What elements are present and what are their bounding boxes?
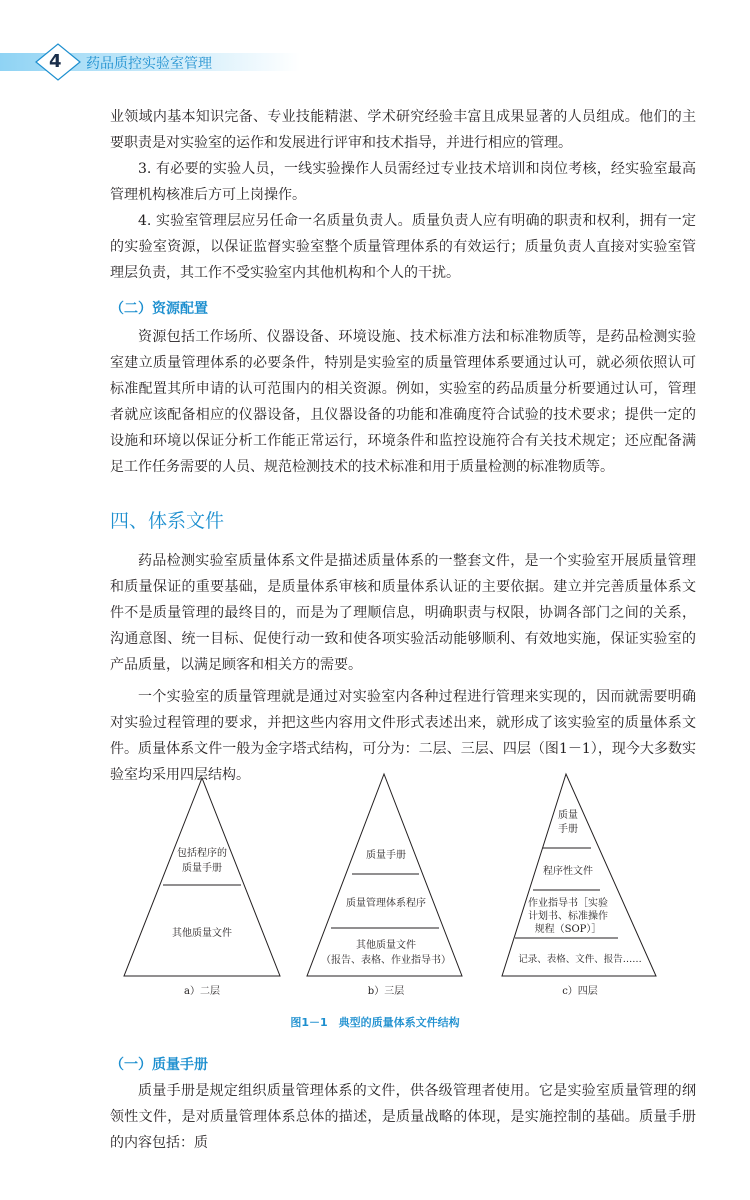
three-layer-label: b）三层 — [367, 986, 405, 997]
pyramid-four-layer — [502, 774, 656, 997]
three-layer-middle: 质量管理体系程序 — [346, 898, 426, 909]
four-layer-top-line2: 手册 — [558, 824, 578, 835]
four-layer-bottom: 记录、表格、文件、报告…… — [518, 954, 642, 965]
paragraph-7: 质量手册是规定组织质量管理体系的文件，供各级管理者使用。它是实验室质量管理的纲领性文件，是对质量管理体系总体的描述，是质量战略的体现，是实施控制的基础。质量手册的内容包括：质 — [110, 1083, 696, 1151]
four-layer-third-line2: 计划书、标准操作 — [528, 911, 608, 922]
subheading-resources: （二）资源配置 — [110, 301, 208, 317]
page-number: 4 — [49, 51, 62, 72]
subheading-quality-manual: （一）质量手册 — [110, 1057, 208, 1073]
pyramid-figure — [110, 770, 696, 1000]
pyramid-diagram — [110, 770, 696, 1000]
paragraph-1: 业领域内基本知识完备、专业技能精湛、学术研究经验丰富且成果显著的人员组成。他们的主要职责是对实验室的运作和发展进行评审和技术指导，并进行相应的管理。 — [110, 109, 696, 151]
three-layer-top: 质量手册 — [366, 850, 406, 861]
four-layer-top-line1: 质量 — [558, 810, 578, 821]
pyramid-two-layer — [124, 778, 280, 997]
four-layer-third-line1: 作业指导书［实验 — [528, 898, 608, 909]
paragraph-3: 4. 实验室管理层应另任命一名质量负责人。质量负责人应有明确的职责和权利，拥有一定的实验室资源，以保证监督实验室整个质量管理体系的有效运行；质量负责人直接对实验室管理层负责，其工作不受实验室内其他机构和个人的干扰。 — [110, 213, 696, 281]
pyramid-three-layer — [307, 774, 462, 997]
two-layer-top-line2: 质量手册 — [182, 863, 222, 874]
paragraph-2: 3. 有必要的实验人员，一线实验操作人员需经过专业技术培训和岗位考核，经实验室最高管理机构核准后方可上岗操作。 — [110, 161, 696, 203]
two-layer-label: a）二层 — [184, 986, 220, 997]
running-title: 药品质控实验室管理 — [86, 56, 212, 72]
three-layer-bottom-line2: （报告、表格、作业指导书） — [321, 955, 451, 966]
four-layer-label: c）四层 — [562, 986, 598, 997]
four-layer-second: 程序性文件 — [543, 866, 593, 877]
section-heading: 四、体系文件 — [110, 510, 225, 532]
paragraph-4: 资源包括工作场所、仪器设备、环境设施、技术标准方法和标准物质等，是药品检测实验室建立质量管理体系的必要条件，特别是实验室的质量管理体系要通过认可，就必须依照认可标准配置其所申请的认可范围内的相关资源。例如，实验室的药品质量分析要通过认可，管理者就应该配备相应的仪器设备，且仪器设备的功能和准确度符合试验的技术要求；提供一定的设施和环境以保证分析工作能正常运行，环境条件和监控设施符合有关技术规定；还应配备满足工作任务需要的人员、规范检测技术的技术标准和用于质量检测的标准物质等。 — [110, 329, 696, 475]
figure-caption: 图1－1 典型的质量体系文件结构 — [290, 1016, 460, 1029]
two-layer-top-line1: 包括程序的 — [177, 848, 227, 859]
two-layer-bottom: 其他质量文件 — [172, 928, 232, 939]
paragraph-6: 一个实验室的质量管理就是通过对实验室内各种过程进行管理来实现的，因而就需要明确对实验过程管理的要求，并把这些内容用文件形式表述出来，就形成了该实验室的质量体系文件。质量体系文件一般为金字塔式结构，可分为：二层、三层、四层（图1－1），现今大多数实验室均采用四层结构。 — [110, 689, 696, 783]
three-layer-bottom-line1: 其他质量文件 — [356, 940, 416, 951]
four-layer-third-line3: 规程（SOP）］ — [534, 924, 602, 935]
paragraph-5: 药品检测实验室质量体系文件是描述质量体系的一整套文件，是一个实验室开展质量管理和质量保证的重要基础，是质量体系审核和质量体系认证的主要依据。建立并完善质量体系文件不是质量管理的最终目的，而是为了理顺信息，明确职责与权限，协调各部门之间的关系，沟通意图、统一目标、促使行动一致和使各项实验活动能够顺利、有效地实施，保证实验室的产品质量，以满足顾客和相关方的需要。 — [110, 553, 696, 673]
